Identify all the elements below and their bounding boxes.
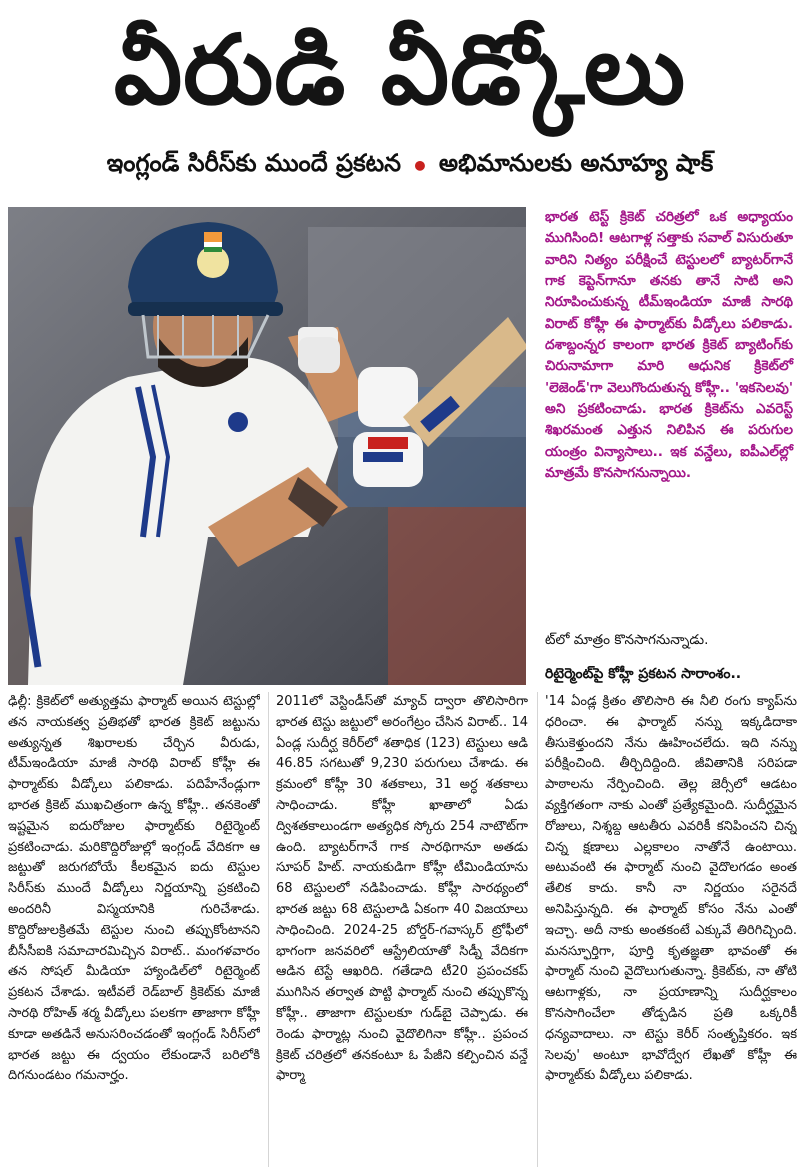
intro-paragraph: భారత టెస్ట్‌ క్రికెట్‌ చరిత్రలో ఒక అధ్యాయం ముగిసింది! ఆటగాళ్ల సత్తాకు సవాల్‌ విసురుతూ వారిని నిత్యం పరీక్షించే టెస్టులలో బ్యాటర్‌గానే గాక కెప్టెన్‌గానూ తనకు తానే సాటి అని నిరూపించుకున్న టీమ్‌ఇండియా మాజీ సారథి విరాట్‌ కోహ్లీ ఈ ఫార్మాట్‌కు వీడ్కోలు పలికాడు. దశాబ్దంన్నర కాలంగా భారత క్రికెట్‌ బ్యాటింగ్‌కు చిరునామాగా మారి ఆధునిక క్రికెట్‌లో 'లెజెండ్‌'గా వెలుగొందుతున్న కోహ్లీ.. 'ఇకసెలవు' అని ప్రకటించాడు. భారత క్రికెట్‌ను ఎవరెస్ట్‌ శిఖరమంత ఎత్తున నిలిపిన ఈ పరుగుల యంత్రం విన్యాసాలు.. ఇక వన్డేలు, ఐపీఎల్‌ల్లో మాత్రమే కొనసాగనున్నాయి. xyxy=(545,209,793,481)
subheadline-separator: • xyxy=(411,149,429,183)
subheadline-right: అభిమానులకు అనూహ్య షాక్‌ xyxy=(438,149,714,177)
cricketer-illustration xyxy=(8,207,526,685)
article-column-1: ఢిల్లీ: క్రికెట్‌లో అత్యుత్తమ ఫార్మాట్‌ అయిన టెస్టుల్లో తన నాయకత్వ ప్రతిభతో భారత క్రికెట్‌ జట్టును అత్యున్నత శిఖరాలకు చేర్చిన వీరుడు, టీమ్‌ఇండియా మాజీ సారథి విరాట్‌ కోహ్లీ ఈ ఫార్మాట్‌కు వీడ్కోలు పలికాడు. పదిహేనేండ్లుగా భారత క్రికెట్‌ ముఖచిత్రంగా ఉన్న కోహ్లీ.. తనకెంతో ఇష్టమైన ఐదురోజుల ఫార్మాట్‌కు రిటైర్మెంట్‌ ప్రకటించాడు. మరికొద్దిరోజుల్లో ఇంగ్లండ్‌ వేదికగా ఆ జట్టుతో జరుగబోయే కీలకమైన ఐదు టెస్టుల సిరీస్‌కు ముందే వీడ్కోలు నిర్ణయాన్ని ప్రకటించి అందరినీ విస్మయానికి గురిచేశాడు. కొద్దిరోజులక్రితమే టెస్టుల నుంచి తప్పుకోంటానని బీసీసీఐకి సమాచారమిచ్చిన విరాట్‌.. మంగళవారం తన సోషల్‌ మీడియా హ్యాండిల్‌లో రిటైర్మెంట్‌ ప్రకటన చేశాడు. ఇటీవలే రెడ్‌బాల్‌ క్రికెట్‌కు మాజీ సారథి రోహిత్‌ శర్మ వీడ్కోలు పలకగా తాజాగా కోహ్లీ కూడా అతడినే అనుసరించడంతో ఇంగ్లండ్‌ సిరీస్‌లో భారత జట్టు ఈ ద్వయం లేకుండానే బరిలోకి దిగనుండటం గమనార్హం. xyxy=(8,694,260,1084)
intro-continuation: ట్‌లో మాత్రం కొనసాగనున్నాడు. xyxy=(545,632,709,648)
sidebar-heading: రిటైర్మెంట్‌పై కోహ్లీ ప్రకటన సారాంశం.. xyxy=(545,666,742,682)
article-column-3: '14 ఏండ్ల క్రితం తొలిసారి ఈ నీలి రంగు క్యాప్‌ను ధరించా. ఈ ఫార్మాట్‌ నన్ను ఇక్కడిదాకా తీసుకెళ్తుందని నేను ఊహించలేదు. ఇది నన్ను పరీక్షించింది. తీర్చిదిద్దింది. జీవితానికి సరిపడా పాఠాలను నేర్పించింది. తెల్ల జెర్సీలో ఆడటం వ్యక్తిగతంగా నాకు ఎంతో ప్రత్యేకమైంది. సుదీర్ఘమైన రోజులు, నిశ్శబ్ద ఆటతీరు ఎవరికీ కనిపించని చిన్న చిన్న క్షణాలు ఎల్లకాలం నాతోనే ఉంటాయి. అటువంటి ఈ ఫార్మాట్‌ నుంచి వైదొలగడం అంత తేలిక కాదు. కానీ నా నిర్ణయం సరైనదే అనిపిస్తున్నది. ఈ ఫార్మాట్‌ కోసం నేను ఎంతో ఇచ్చా. అదీ నాకు అంతకంటే ఎక్కువే తిరిగిచ్చింది. మనస్ఫూర్తిగా, పూర్తి కృతజ్ఞతా భావంతో ఈ ఫార్మాట్‌ నుంచి వైదొలుగుతున్నా. క్రికెట్‌కు, నా తోటి ఆటగాళ్లకు, నా ప్రయాణాన్ని సుదీర్ఘకాలం కొనసాగించేలా తోడ్పడిన ప్రతి ఒక్కరికీ ధన్యవాదాలు. నా టెస్టు కెరీర్‌ సంతృప్తికరం. ఇక సెలవు' అంటూ భావోద్వేగ లేఖతో కోహ్లీ ఈ ఫార్మాట్‌కు వీడ్కోలు పలికాడు. xyxy=(545,694,797,1084)
column-divider xyxy=(268,692,269,1167)
subheadline-left: ఇంగ్లండ్‌ సిరీస్‌కు ముందే ప్రకటన xyxy=(106,149,401,177)
cricketer-photo xyxy=(8,207,526,685)
column-divider xyxy=(537,692,538,1167)
subheadline xyxy=(30,146,790,186)
headline xyxy=(0,0,800,140)
headline-text: వీరుడి వీడ్కోలు xyxy=(113,14,687,126)
article-column-2: 2011లో వెస్టిండీస్‌తో మ్యాచ్‌ ద్వారా తొలిసారిగా భారత టెస్టు జట్టులో అరంగేట్రం చేసిన విరాట్‌.. 14 ఏండ్ల సుదీర్ఘ కెరీర్‌లో శతాధిక (123) టెస్టులు ఆడి 46.85 సగటుతో 9,230 పరుగులు చేశాడు. ఈ క్రమంలో కోహ్లీ 30 శతకాలు, 31 అర్ధ శతకాలు సాధించాడు. కోహ్లీ ఖాతాలో ఏడు ద్విశతకాలుండగా అత్యధిక స్కోరు 254 నాటౌట్‌గా ఉంది. బ్యాటర్‌గానే గాక సారథిగానూ అతడు సూపర్‌ హిట్‌. నాయకుడిగా కోహ్లీ టీమిండియాను 68 టెస్టులలో నడిపించాడు. కోహ్లీ సారథ్యంలో భారత జట్టు 68 టెస్టులాడి ఏకంగా 40 విజయాలు సాధించింది. 2024-25 బోర్డర్‌-గవాస్కర్‌ ట్రోఫీలో భాగంగా జనవరిలో ఆస్ట్రేలియాతో సిడ్నీ వేదికగా ఆడిన టెస్టే ఆఖరిది. గతేడాది టీ20 ప్రపంచకప్‌ ముగిసిన తర్వాత పొట్టి ఫార్మాట్‌ నుంచి తప్పుకొన్న కోహ్లీ.. తాజాగా టెస్టులకూ గుడ్‌బై చెప్పాడు. ఈ రెండు ఫార్మాట్ల నుంచి వైదొలిగినా కోహ్లీ.. ప్రపంచ క్రికెట్‌ చరిత్రలో తనకంటూ ఓ పేజీని కల్పించిన వన్డే ఫార్మా xyxy=(276,694,528,1084)
